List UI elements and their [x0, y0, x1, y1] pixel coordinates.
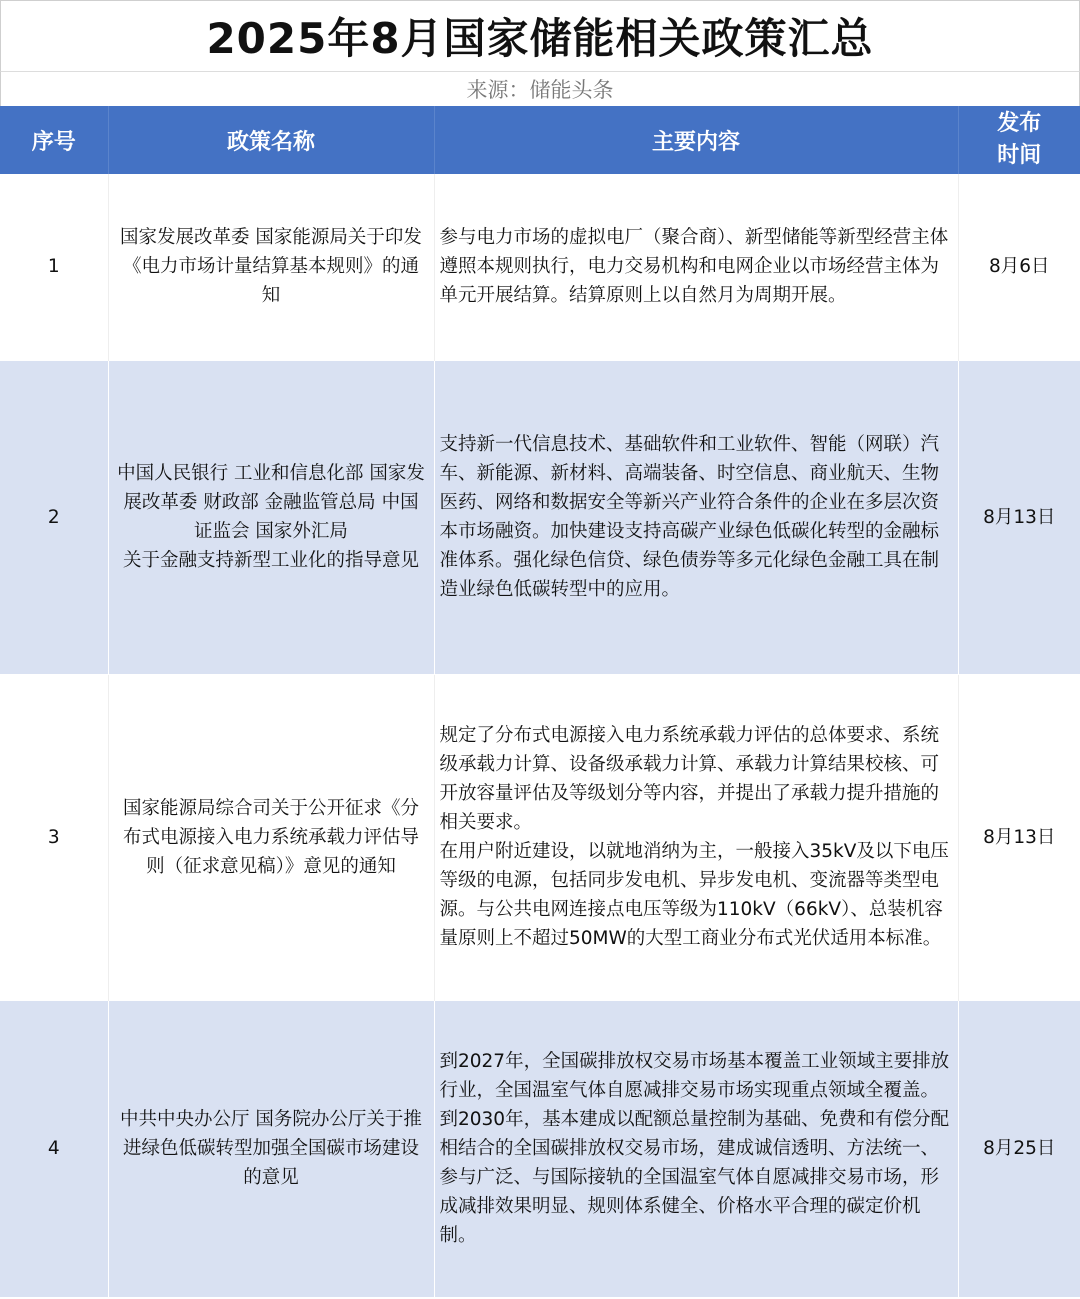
row-policy-name: 国家能源局综合司关于公开征求《分布式电源接入电力系统承载力评估导则（征求意见稿）》意见的通知	[108, 674, 434, 1000]
table-header-row	[0, 106, 1080, 174]
row-policy-name: 中国人民银行 工业和信息化部 国家发展改革委 财政部 金融监管总局 中国证监会 国家外汇局 关于金融支持新型工业化的指导意见	[108, 360, 434, 674]
page-title: 2025年8月国家储能相关政策汇总	[0, 0, 1080, 72]
row-content	[434, 174, 958, 360]
table-row	[0, 1000, 1080, 1297]
policy-table	[0, 106, 1080, 1298]
row-date: 8月6日	[958, 174, 1080, 360]
row-content	[434, 674, 958, 1000]
row-content-paragraph: 支持新一代信息技术、基础软件和工业软件、智能（网联）汽车、新能源、新材料、高端装备、时空信息、商业航天、生物医药、网络和数据安全等新兴产业符合条件的企业在多层次资本市场融资。加快建设支持高碳产业绿色低碳化转型的金融标准体系。强化绿色信贷、绿色债券等多元化绿色金融工具在制造业绿色低碳转型中的应用。	[439, 434, 940, 600]
source-label: 来源：储能头条	[0, 72, 1080, 106]
column-header-date-text: 发布 时间	[997, 111, 1042, 168]
row-policy-name: 中共中央办公厅 国务院办公厅关于推进绿色低碳转型加强全国碳市场建设的意见	[108, 1000, 434, 1297]
row-date: 8月13日	[958, 674, 1080, 1000]
column-header-index: 序号	[0, 106, 108, 174]
table-row	[0, 360, 1080, 674]
row-date: 8月13日	[958, 360, 1080, 674]
row-index: 4	[0, 1000, 108, 1297]
row-content-paragraph: 在用户附近建设，以就地消纳为主，一般接入35kV及以下电压等级的电源，包括同步发电机、异步发电机、变流器等类型电源。与公共电网连接点电压等级为110kV（66kV）、总装机容量原则上不超过50MW的大型工商业分布式光伏适用本标准。	[439, 841, 949, 949]
column-header-date	[958, 106, 1080, 174]
column-header-content: 主要内容	[434, 106, 958, 174]
row-date: 8月25日	[958, 1000, 1080, 1297]
row-content-paragraph: 规定了分布式电源接入电力系统承载力评估的总体要求、系统级承载力计算、设备级承载力计算、承载力计算结果校核、可开放容量评估及等级划分等内容，并提出了承载力提升措施的相关要求。	[439, 725, 940, 833]
table-row	[0, 174, 1080, 360]
row-content	[434, 1000, 958, 1297]
row-content-paragraph: 参与电力市场的虚拟电厂（聚合商）、新型储能等新型经营主体遵照本规则执行，电力交易机构和电网企业以市场经营主体为单元开展结算。结算原则上以自然月为周期开展。	[439, 227, 949, 307]
row-content	[434, 360, 958, 674]
row-index: 3	[0, 674, 108, 1000]
row-index: 2	[0, 360, 108, 674]
row-index: 1	[0, 174, 108, 360]
column-header-policy-name: 政策名称	[108, 106, 434, 174]
row-policy-name: 国家发展改革委 国家能源局关于印发《电力市场计量结算基本规则》的通知	[108, 174, 434, 360]
table-row	[0, 674, 1080, 1000]
row-content-paragraph: 到2027年，全国碳排放权交易市场基本覆盖工业领域主要排放行业，全国温室气体自愿减排交易市场实现重点领域全覆盖。到2030年，基本建成以配额总量控制为基础、免费和有偿分配相结合的全国碳排放权交易市场，建成诚信透明、方法统一、参与广泛、与国际接轨的全国温室气体自愿减排交易市场，形成减排效果明显、规则体系健全、价格水平合理的碳定价机制。	[439, 1051, 950, 1246]
